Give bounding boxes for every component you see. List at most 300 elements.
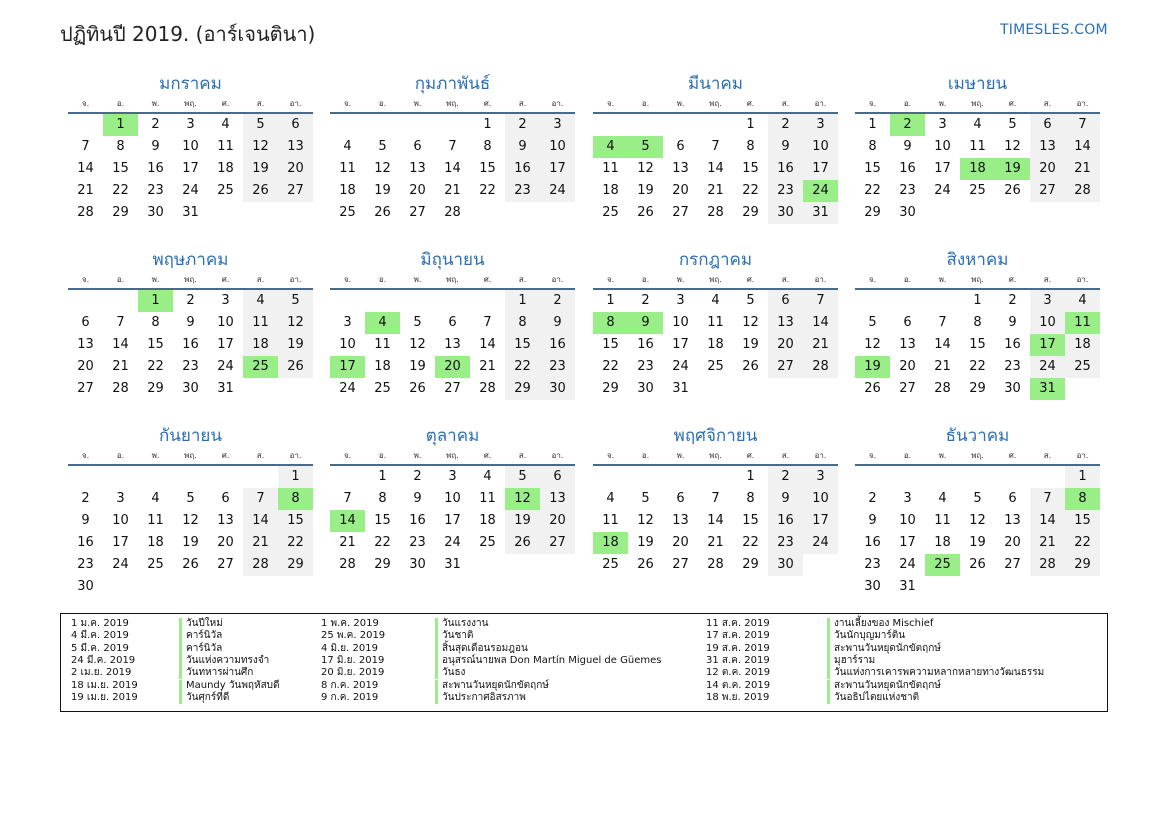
day-cell[interactable]: 24: [934, 183, 951, 198]
day-cell[interactable]: 10: [112, 513, 129, 528]
day-cell[interactable]: 15: [602, 337, 619, 352]
day-cell[interactable]: 25: [479, 535, 496, 550]
day-cell[interactable]: 13: [217, 513, 234, 528]
day-cell[interactable]: 29: [1065, 554, 1100, 576]
day-cell[interactable]: 6: [676, 491, 685, 506]
day-cell[interactable]: 4: [938, 491, 947, 506]
day-cell[interactable]: 30: [864, 579, 881, 594]
day-cell[interactable]: 30: [540, 378, 575, 400]
day-cell[interactable]: 23: [637, 359, 654, 374]
day-cell[interactable]: 6: [448, 315, 457, 330]
day-cell[interactable]: 24: [672, 359, 689, 374]
day-cell[interactable]: 4: [221, 117, 230, 132]
day-cell[interactable]: 7: [711, 139, 720, 154]
day-cell[interactable]: 27: [278, 180, 313, 202]
day-cell[interactable]: 3: [540, 114, 575, 136]
day-cell[interactable]: 27: [540, 532, 575, 554]
day-cell[interactable]: 23: [1004, 359, 1021, 374]
day-cell-holiday[interactable]: 1: [103, 114, 138, 136]
day-cell[interactable]: 21: [707, 183, 724, 198]
day-cell[interactable]: 5: [973, 491, 982, 506]
day-cell[interactable]: 5: [378, 139, 387, 154]
day-cell[interactable]: 16: [540, 334, 575, 356]
day-cell[interactable]: 20: [1004, 535, 1021, 550]
day-cell-holiday[interactable]: 1: [138, 290, 173, 312]
day-cell[interactable]: 15: [505, 334, 540, 356]
day-cell[interactable]: 28: [1030, 554, 1065, 576]
day-cell[interactable]: 12: [637, 513, 654, 528]
day-cell[interactable]: 12: [1004, 139, 1021, 154]
day-cell-holiday[interactable]: 11: [1065, 312, 1100, 334]
day-cell[interactable]: 11: [339, 161, 356, 176]
day-cell[interactable]: 11: [147, 513, 164, 528]
day-cell[interactable]: 3: [343, 315, 352, 330]
day-cell[interactable]: 5: [186, 491, 195, 506]
day-cell[interactable]: 6: [278, 114, 313, 136]
day-cell[interactable]: 5: [641, 491, 650, 506]
day-cell[interactable]: 27: [409, 205, 426, 220]
day-cell[interactable]: 23: [505, 180, 540, 202]
day-cell[interactable]: 29: [374, 557, 391, 572]
day-cell[interactable]: 18: [217, 161, 234, 176]
day-cell[interactable]: 20: [899, 359, 916, 374]
day-cell[interactable]: 23: [768, 180, 803, 202]
day-cell[interactable]: 16: [864, 535, 881, 550]
day-cell[interactable]: 3: [803, 114, 838, 136]
site-logo-text[interactable]: TIMESLES.COM: [1000, 22, 1108, 38]
day-cell[interactable]: 26: [1004, 183, 1021, 198]
day-cell[interactable]: 26: [637, 557, 654, 572]
day-cell[interactable]: 7: [343, 491, 352, 506]
day-cell[interactable]: 2: [768, 114, 803, 136]
day-cell[interactable]: 9: [151, 139, 160, 154]
day-cell[interactable]: 23: [899, 183, 916, 198]
day-cell[interactable]: 9: [186, 315, 195, 330]
day-cell[interactable]: 7: [81, 139, 90, 154]
day-cell[interactable]: 10: [672, 315, 689, 330]
day-cell[interactable]: 29: [742, 557, 759, 572]
day-cell[interactable]: 2: [413, 469, 422, 484]
day-cell[interactable]: 6: [1008, 491, 1017, 506]
day-cell[interactable]: 19: [374, 183, 391, 198]
day-cell[interactable]: 18: [374, 359, 391, 374]
day-cell[interactable]: 16: [637, 337, 654, 352]
day-cell[interactable]: 4: [711, 293, 720, 308]
day-cell[interactable]: 27: [1030, 180, 1065, 202]
day-cell[interactable]: 7: [483, 315, 492, 330]
day-cell[interactable]: 16: [147, 161, 164, 176]
day-cell[interactable]: 19: [243, 158, 278, 180]
day-cell[interactable]: 22: [602, 359, 619, 374]
day-cell[interactable]: 5: [1008, 117, 1017, 132]
day-cell[interactable]: 21: [1065, 158, 1100, 180]
day-cell[interactable]: 27: [672, 557, 689, 572]
day-cell[interactable]: 3: [186, 117, 195, 132]
day-cell[interactable]: 21: [243, 532, 278, 554]
day-cell[interactable]: 10: [182, 139, 199, 154]
day-cell[interactable]: 2: [186, 293, 195, 308]
day-cell-holiday[interactable]: 9: [628, 312, 663, 334]
day-cell[interactable]: 3: [903, 491, 912, 506]
day-cell[interactable]: 4: [483, 469, 492, 484]
day-cell[interactable]: 6: [221, 491, 230, 506]
day-cell[interactable]: 22: [742, 535, 759, 550]
day-cell[interactable]: 3: [448, 469, 457, 484]
day-cell[interactable]: 13: [672, 161, 689, 176]
day-cell-holiday[interactable]: 24: [803, 180, 838, 202]
day-cell[interactable]: 12: [637, 161, 654, 176]
day-cell[interactable]: 30: [147, 205, 164, 220]
day-cell[interactable]: 7: [803, 290, 838, 312]
day-cell[interactable]: 22: [505, 356, 540, 378]
day-cell[interactable]: 2: [81, 491, 90, 506]
day-cell[interactable]: 10: [803, 488, 838, 510]
day-cell[interactable]: 12: [864, 337, 881, 352]
day-cell[interactable]: 15: [1065, 510, 1100, 532]
day-cell[interactable]: 1: [483, 117, 492, 132]
day-cell[interactable]: 15: [479, 161, 496, 176]
day-cell[interactable]: 29: [147, 381, 164, 396]
day-cell[interactable]: 19: [637, 535, 654, 550]
day-cell[interactable]: 14: [77, 161, 94, 176]
day-cell[interactable]: 11: [969, 139, 986, 154]
day-cell[interactable]: 22: [374, 535, 391, 550]
day-cell[interactable]: 19: [969, 535, 986, 550]
day-cell[interactable]: 23: [147, 183, 164, 198]
day-cell[interactable]: 15: [278, 510, 313, 532]
day-cell[interactable]: 24: [540, 180, 575, 202]
day-cell[interactable]: 2: [505, 114, 540, 136]
day-cell-holiday[interactable]: 8: [1065, 488, 1100, 510]
day-cell[interactable]: 13: [1004, 513, 1021, 528]
day-cell[interactable]: 12: [243, 136, 278, 158]
day-cell[interactable]: 15: [742, 161, 759, 176]
day-cell[interactable]: 17: [803, 158, 838, 180]
day-cell[interactable]: 13: [409, 161, 426, 176]
day-cell[interactable]: 18: [707, 337, 724, 352]
day-cell[interactable]: 18: [147, 535, 164, 550]
day-cell[interactable]: 21: [1030, 532, 1065, 554]
day-cell[interactable]: 4: [243, 290, 278, 312]
day-cell[interactable]: 29: [112, 205, 129, 220]
day-cell[interactable]: 26: [409, 381, 426, 396]
day-cell[interactable]: 17: [112, 535, 129, 550]
day-cell[interactable]: 5: [746, 293, 755, 308]
day-cell[interactable]: 21: [444, 183, 461, 198]
day-cell[interactable]: 15: [969, 337, 986, 352]
day-cell[interactable]: 23: [77, 557, 94, 572]
day-cell[interactable]: 1: [606, 293, 615, 308]
day-cell[interactable]: 5: [868, 315, 877, 330]
day-cell[interactable]: 8: [483, 139, 492, 154]
day-cell[interactable]: 14: [479, 337, 496, 352]
day-cell[interactable]: 2: [641, 293, 650, 308]
day-cell[interactable]: 20: [1030, 158, 1065, 180]
day-cell[interactable]: 28: [934, 381, 951, 396]
day-cell[interactable]: 25: [217, 183, 234, 198]
day-cell[interactable]: 25: [602, 205, 619, 220]
day-cell-holiday[interactable]: 18: [960, 158, 995, 180]
day-cell[interactable]: 20: [672, 183, 689, 198]
day-cell-holiday[interactable]: 19: [995, 158, 1030, 180]
day-cell[interactable]: 21: [77, 183, 94, 198]
day-cell[interactable]: 16: [505, 158, 540, 180]
day-cell[interactable]: 19: [505, 510, 540, 532]
day-cell[interactable]: 1: [973, 293, 982, 308]
day-cell[interactable]: 6: [81, 315, 90, 330]
day-cell[interactable]: 21: [112, 359, 129, 374]
day-cell[interactable]: 29: [969, 381, 986, 396]
day-cell[interactable]: 10: [934, 139, 951, 154]
day-cell[interactable]: 24: [1030, 356, 1065, 378]
day-cell[interactable]: 1: [505, 290, 540, 312]
day-cell[interactable]: 16: [768, 158, 803, 180]
day-cell[interactable]: 7: [116, 315, 125, 330]
day-cell[interactable]: 16: [409, 513, 426, 528]
day-cell[interactable]: 28: [707, 557, 724, 572]
day-cell[interactable]: 24: [899, 557, 916, 572]
day-cell[interactable]: 27: [444, 381, 461, 396]
day-cell[interactable]: 8: [505, 312, 540, 334]
day-cell[interactable]: 8: [868, 139, 877, 154]
day-cell-holiday[interactable]: 4: [365, 312, 400, 334]
day-cell-holiday[interactable]: 14: [330, 510, 365, 532]
day-cell[interactable]: 29: [602, 381, 619, 396]
day-cell[interactable]: 3: [676, 293, 685, 308]
day-cell[interactable]: 27: [217, 557, 234, 572]
day-cell[interactable]: 13: [1030, 136, 1065, 158]
day-cell[interactable]: 26: [243, 180, 278, 202]
day-cell[interactable]: 11: [707, 315, 724, 330]
day-cell[interactable]: 5: [413, 315, 422, 330]
day-cell[interactable]: 30: [768, 554, 803, 576]
day-cell[interactable]: 28: [707, 205, 724, 220]
day-cell[interactable]: 10: [540, 136, 575, 158]
day-cell[interactable]: 25: [602, 557, 619, 572]
day-cell[interactable]: 26: [742, 359, 759, 374]
day-cell[interactable]: 27: [899, 381, 916, 396]
day-cell[interactable]: 15: [864, 161, 881, 176]
day-cell[interactable]: 26: [278, 356, 313, 378]
day-cell[interactable]: 30: [409, 557, 426, 572]
day-cell[interactable]: 29: [864, 205, 881, 220]
day-cell[interactable]: 22: [1065, 532, 1100, 554]
day-cell[interactable]: 28: [479, 381, 496, 396]
day-cell[interactable]: 8: [116, 139, 125, 154]
day-cell[interactable]: 24: [444, 535, 461, 550]
day-cell[interactable]: 15: [374, 513, 391, 528]
day-cell[interactable]: 3: [1030, 290, 1065, 312]
day-cell[interactable]: 15: [112, 161, 129, 176]
day-cell[interactable]: 20: [540, 510, 575, 532]
day-cell[interactable]: 9: [505, 136, 540, 158]
day-cell[interactable]: 1: [746, 469, 755, 484]
day-cell[interactable]: 8: [151, 315, 160, 330]
day-cell[interactable]: 25: [969, 183, 986, 198]
day-cell[interactable]: 8: [378, 491, 387, 506]
day-cell[interactable]: 17: [444, 513, 461, 528]
day-cell[interactable]: 21: [803, 334, 838, 356]
day-cell[interactable]: 14: [1065, 136, 1100, 158]
day-cell[interactable]: 19: [278, 334, 313, 356]
day-cell[interactable]: 23: [182, 359, 199, 374]
day-cell-holiday[interactable]: 31: [1030, 378, 1065, 400]
day-cell[interactable]: 12: [182, 513, 199, 528]
day-cell[interactable]: 1: [746, 117, 755, 132]
day-cell[interactable]: 3: [938, 117, 947, 132]
day-cell[interactable]: 23: [409, 535, 426, 550]
day-cell[interactable]: 4: [1065, 290, 1100, 312]
day-cell[interactable]: 3: [803, 466, 838, 488]
day-cell[interactable]: 30: [1004, 381, 1021, 396]
day-cell[interactable]: 11: [602, 161, 619, 176]
day-cell[interactable]: 31: [444, 557, 461, 572]
day-cell[interactable]: 11: [374, 337, 391, 352]
day-cell[interactable]: 3: [221, 293, 230, 308]
day-cell[interactable]: 26: [505, 532, 540, 554]
day-cell-holiday[interactable]: 25: [243, 356, 278, 378]
day-cell-holiday[interactable]: 12: [505, 488, 540, 510]
day-cell[interactable]: 18: [934, 535, 951, 550]
day-cell[interactable]: 17: [803, 510, 838, 532]
day-cell[interactable]: 17: [899, 535, 916, 550]
day-cell[interactable]: 22: [112, 183, 129, 198]
day-cell-holiday[interactable]: 2: [890, 114, 925, 136]
day-cell[interactable]: 9: [413, 491, 422, 506]
day-cell[interactable]: 19: [182, 535, 199, 550]
day-cell[interactable]: 31: [803, 202, 838, 224]
day-cell[interactable]: 1: [1065, 466, 1100, 488]
day-cell[interactable]: 6: [413, 139, 422, 154]
day-cell[interactable]: 31: [672, 381, 689, 396]
day-cell[interactable]: 22: [479, 183, 496, 198]
day-cell[interactable]: 28: [339, 557, 356, 572]
day-cell[interactable]: 31: [182, 205, 199, 220]
day-cell[interactable]: 9: [868, 513, 877, 528]
day-cell[interactable]: 4: [343, 139, 352, 154]
day-cell[interactable]: 24: [339, 381, 356, 396]
day-cell[interactable]: 24: [217, 359, 234, 374]
day-cell[interactable]: 9: [81, 513, 90, 528]
day-cell[interactable]: 18: [602, 183, 619, 198]
day-cell[interactable]: 6: [676, 139, 685, 154]
day-cell[interactable]: 27: [672, 205, 689, 220]
day-cell[interactable]: 16: [77, 535, 94, 550]
day-cell[interactable]: 20: [217, 535, 234, 550]
day-cell[interactable]: 28: [803, 356, 838, 378]
day-cell[interactable]: 20: [77, 359, 94, 374]
day-cell[interactable]: 17: [217, 337, 234, 352]
day-cell[interactable]: 27: [77, 381, 94, 396]
day-cell[interactable]: 2: [868, 491, 877, 506]
day-cell[interactable]: 11: [479, 491, 496, 506]
day-cell[interactable]: 14: [112, 337, 129, 352]
day-cell[interactable]: 22: [147, 359, 164, 374]
day-cell[interactable]: 19: [409, 359, 426, 374]
day-cell[interactable]: 17: [934, 161, 951, 176]
day-cell[interactable]: 10: [217, 315, 234, 330]
day-cell[interactable]: 13: [899, 337, 916, 352]
day-cell[interactable]: 4: [151, 491, 160, 506]
day-cell[interactable]: 2: [1008, 293, 1017, 308]
day-cell[interactable]: 8: [746, 491, 755, 506]
day-cell[interactable]: 4: [973, 117, 982, 132]
day-cell[interactable]: 13: [278, 136, 313, 158]
day-cell[interactable]: 11: [217, 139, 234, 154]
day-cell[interactable]: 26: [182, 557, 199, 572]
day-cell[interactable]: 25: [374, 381, 391, 396]
day-cell[interactable]: 16: [899, 161, 916, 176]
day-cell[interactable]: 11: [602, 513, 619, 528]
day-cell[interactable]: 10: [899, 513, 916, 528]
day-cell[interactable]: 6: [1030, 114, 1065, 136]
day-cell[interactable]: 16: [1004, 337, 1021, 352]
day-cell-holiday[interactable]: 8: [593, 312, 628, 334]
day-cell[interactable]: 12: [278, 312, 313, 334]
day-cell-holiday[interactable]: 17: [1030, 334, 1065, 356]
day-cell[interactable]: 24: [803, 532, 838, 554]
day-cell[interactable]: 24: [112, 557, 129, 572]
day-cell[interactable]: 28: [444, 205, 461, 220]
day-cell[interactable]: 4: [606, 491, 615, 506]
day-cell[interactable]: 31: [217, 381, 234, 396]
day-cell[interactable]: 20: [768, 334, 803, 356]
day-cell[interactable]: 25: [147, 557, 164, 572]
day-cell[interactable]: 10: [1030, 312, 1065, 334]
day-cell-holiday[interactable]: 20: [435, 356, 470, 378]
day-cell[interactable]: 14: [1030, 510, 1065, 532]
day-cell[interactable]: 21: [479, 359, 496, 374]
day-cell[interactable]: 5: [278, 290, 313, 312]
day-cell-holiday[interactable]: 8: [278, 488, 313, 510]
day-cell[interactable]: 19: [637, 183, 654, 198]
day-cell[interactable]: 18: [479, 513, 496, 528]
day-cell[interactable]: 21: [339, 535, 356, 550]
day-cell[interactable]: 17: [672, 337, 689, 352]
day-cell[interactable]: 27: [1004, 557, 1021, 572]
day-cell[interactable]: 25: [1065, 356, 1100, 378]
day-cell[interactable]: 29: [742, 205, 759, 220]
day-cell[interactable]: 26: [969, 557, 986, 572]
day-cell[interactable]: 25: [339, 205, 356, 220]
day-cell[interactable]: 17: [182, 161, 199, 176]
day-cell[interactable]: 1: [378, 469, 387, 484]
day-cell[interactable]: 21: [934, 359, 951, 374]
day-cell[interactable]: 8: [973, 315, 982, 330]
day-cell[interactable]: 7: [448, 139, 457, 154]
day-cell[interactable]: 1: [868, 117, 877, 132]
day-cell[interactable]: 11: [934, 513, 951, 528]
day-cell[interactable]: 10: [803, 136, 838, 158]
day-cell[interactable]: 2: [768, 466, 803, 488]
day-cell[interactable]: 30: [768, 202, 803, 224]
day-cell[interactable]: 14: [243, 510, 278, 532]
day-cell[interactable]: 7: [1030, 488, 1065, 510]
day-cell[interactable]: 12: [409, 337, 426, 352]
day-cell[interactable]: 6: [540, 466, 575, 488]
day-cell[interactable]: 7: [938, 315, 947, 330]
day-cell[interactable]: 9: [1008, 315, 1017, 330]
day-cell[interactable]: 13: [768, 312, 803, 334]
day-cell[interactable]: 30: [182, 381, 199, 396]
day-cell[interactable]: 13: [77, 337, 94, 352]
day-cell[interactable]: 3: [116, 491, 125, 506]
day-cell[interactable]: 22: [969, 359, 986, 374]
day-cell[interactable]: 9: [540, 312, 575, 334]
day-cell[interactable]: 11: [243, 312, 278, 334]
day-cell[interactable]: 9: [903, 139, 912, 154]
day-cell[interactable]: 18: [339, 183, 356, 198]
